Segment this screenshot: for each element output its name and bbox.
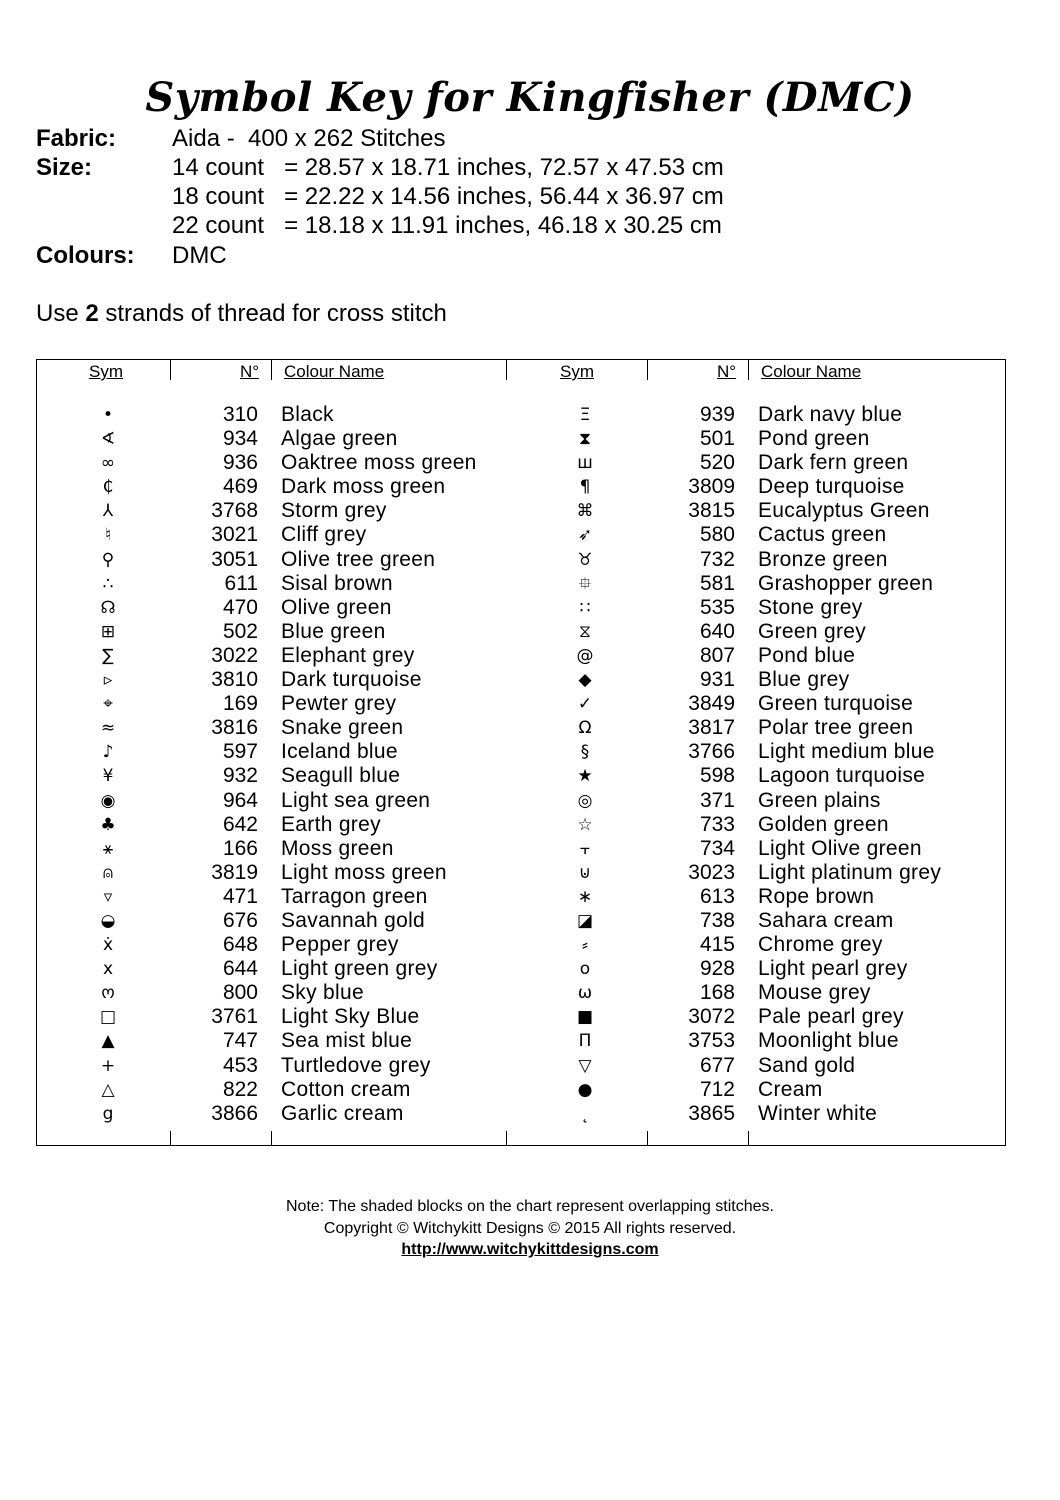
fabric-label: Fabric: bbox=[36, 125, 117, 152]
dmc-number: 598 bbox=[699, 764, 735, 788]
symbol-icon: ✓ bbox=[577, 694, 593, 715]
colour-name: Bronze green bbox=[758, 547, 888, 571]
dmc-number: 581 bbox=[699, 571, 735, 595]
dmc-number: 611 bbox=[224, 571, 258, 595]
table-row bbox=[37, 957, 507, 981]
symbol-icon: ● bbox=[577, 1079, 593, 1100]
dmc-number: 3021 bbox=[211, 523, 258, 547]
symbol-icon: ¥ bbox=[102, 766, 114, 787]
symbol-icon: ◆ bbox=[578, 670, 592, 691]
page-title: Symbol Key for Kingfisher (DMC) bbox=[145, 74, 915, 121]
dmc-number: 934 bbox=[222, 427, 258, 451]
symbol-icon: § bbox=[580, 742, 590, 763]
dmc-number: 3810 bbox=[211, 668, 258, 692]
dmc-number: 747 bbox=[222, 1029, 258, 1053]
symbol-icon: ♪ bbox=[102, 742, 114, 763]
symbol-icon: △ bbox=[101, 1079, 115, 1100]
dmc-number: 501 bbox=[699, 427, 735, 451]
right-column-rows bbox=[514, 403, 1004, 1126]
colour-name: Pewter grey bbox=[281, 692, 397, 716]
table-row bbox=[514, 499, 1004, 523]
dmc-number: 502 bbox=[222, 619, 258, 643]
symbol-icon: ⅄ bbox=[102, 501, 114, 522]
colour-name: Pond blue bbox=[758, 643, 856, 667]
table-row bbox=[514, 933, 1004, 957]
table-row bbox=[514, 427, 1004, 451]
table-row bbox=[37, 451, 507, 475]
colour-name: Sahara cream bbox=[758, 908, 894, 932]
table-row bbox=[514, 1054, 1004, 1078]
table-row bbox=[37, 427, 507, 451]
table-row bbox=[514, 957, 1004, 981]
table-row bbox=[514, 740, 1004, 764]
dmc-number: 3849 bbox=[688, 692, 735, 716]
column-divider bbox=[170, 1131, 171, 1145]
symbol-icon: Ξ bbox=[579, 405, 591, 425]
size-value: 18 count = 22.22 x 14.56 inches, 56.44 x 36.97 cm bbox=[172, 183, 724, 210]
header-number: N° bbox=[240, 362, 260, 381]
column-divider bbox=[271, 360, 272, 380]
dmc-number: 733 bbox=[699, 812, 735, 836]
table-row bbox=[37, 1078, 507, 1102]
table-row bbox=[37, 909, 507, 933]
colour-name: Algae green bbox=[281, 427, 398, 451]
table-row bbox=[514, 548, 1004, 572]
colour-name: Chrome grey bbox=[758, 933, 883, 957]
symbol-icon: ∢ bbox=[100, 429, 116, 450]
dmc-number: 800 bbox=[222, 981, 258, 1005]
symbol-icon: ≈ bbox=[100, 718, 116, 739]
colour-name: Earth grey bbox=[281, 812, 381, 836]
colour-name: Cotton cream bbox=[281, 1077, 411, 1101]
dmc-number: 822 bbox=[222, 1077, 258, 1101]
dmc-number: 597 bbox=[222, 740, 258, 764]
symbol-icon: ■ bbox=[576, 1007, 594, 1028]
dmc-number: 964 bbox=[222, 788, 258, 812]
table-row bbox=[514, 1005, 1004, 1029]
symbol-icon: • bbox=[102, 405, 114, 425]
table-row bbox=[514, 644, 1004, 668]
symbol-icon: ∷ bbox=[579, 597, 591, 618]
table-row bbox=[37, 668, 507, 692]
symbol-icon: x bbox=[102, 959, 114, 980]
website-link[interactable]: http://www.witchykittdesigns.com bbox=[401, 1241, 659, 1258]
colour-name: Pond green bbox=[758, 427, 870, 451]
dmc-number: 3766 bbox=[688, 740, 735, 764]
colour-name: Mouse grey bbox=[758, 981, 871, 1005]
table-row bbox=[37, 403, 507, 427]
colour-name: Sky blue bbox=[281, 981, 364, 1005]
symbol-icon: ω bbox=[577, 983, 593, 1004]
dmc-number: 932 bbox=[222, 764, 258, 788]
symbol-icon: + bbox=[100, 1055, 116, 1076]
colour-name: Light pearl grey bbox=[758, 957, 908, 981]
symbol-icon: ⧖ bbox=[579, 621, 591, 642]
table-row bbox=[37, 1005, 507, 1029]
symbol-icon: ◎ bbox=[577, 790, 593, 811]
symbol-icon: g bbox=[102, 1103, 114, 1124]
table-row bbox=[37, 620, 507, 644]
symbol-icon: ˛ bbox=[580, 1103, 590, 1124]
dmc-number: 3761 bbox=[211, 1005, 258, 1029]
symbol-icon: ⯐ bbox=[578, 573, 592, 594]
colour-name: Light medium blue bbox=[758, 740, 935, 764]
dmc-number: 712 bbox=[699, 1077, 735, 1101]
dmc-number: 580 bbox=[699, 523, 735, 547]
colour-name: Light sea green bbox=[281, 788, 431, 812]
symbol-icon: ¶ bbox=[579, 477, 591, 498]
column-divider bbox=[170, 360, 171, 380]
dmc-number: 3819 bbox=[211, 860, 258, 884]
dmc-number: 169 bbox=[222, 692, 258, 716]
colour-name: Polar tree green bbox=[758, 716, 914, 740]
footer-link-line bbox=[0, 1241, 1060, 1259]
dmc-number: 469 bbox=[222, 475, 258, 499]
table-row bbox=[514, 403, 1004, 427]
colour-name: Cactus green bbox=[758, 523, 887, 547]
symbol-icon: Π bbox=[578, 1031, 592, 1052]
colour-name: Savannah gold bbox=[281, 908, 426, 932]
footer-copyright: Copyright © Witchykitt Designs © 2015 All rights reserved. bbox=[323, 1220, 737, 1237]
table-row bbox=[514, 668, 1004, 692]
dmc-number: 3051 bbox=[211, 547, 258, 571]
symbol-icon: ⊞ bbox=[100, 621, 116, 642]
dmc-number: 3809 bbox=[688, 475, 735, 499]
table-row bbox=[514, 523, 1004, 547]
symbol-icon: ⚲ bbox=[101, 549, 115, 570]
table-row bbox=[514, 596, 1004, 620]
colour-name: Rope brown bbox=[758, 884, 875, 908]
symbol-icon: ➶ bbox=[577, 525, 593, 546]
table-row bbox=[37, 716, 507, 740]
symbol-icon: o bbox=[579, 959, 591, 980]
colour-name: Dark navy blue bbox=[758, 403, 903, 426]
dmc-number: 3022 bbox=[211, 643, 258, 667]
table-row bbox=[37, 981, 507, 1005]
table-row bbox=[514, 789, 1004, 813]
symbol-icon: ∗ bbox=[577, 886, 593, 907]
table-row bbox=[37, 548, 507, 572]
table-row bbox=[514, 764, 1004, 788]
dmc-number: 3815 bbox=[688, 499, 735, 523]
symbol-icon: ♮ bbox=[104, 525, 112, 546]
header-sym: Sym bbox=[560, 362, 594, 381]
colour-name: Grashopper green bbox=[758, 571, 934, 595]
symbol-icon: ⌖ bbox=[103, 694, 113, 715]
table-row bbox=[37, 572, 507, 596]
symbol-icon: ◪ bbox=[576, 910, 594, 931]
strands-suffix: strands of thread for cross stitch bbox=[98, 300, 447, 327]
footer-note: Note: The shaded blocks on the chart represent overlapping stitches. bbox=[286, 1198, 774, 1215]
colour-name: Pepper grey bbox=[281, 933, 399, 957]
table-row bbox=[37, 499, 507, 523]
column-divider bbox=[647, 1131, 648, 1145]
dmc-number: 732 bbox=[699, 547, 735, 571]
dmc-number: 3817 bbox=[688, 716, 735, 740]
symbol-icon: ∞ bbox=[100, 453, 116, 474]
table-row bbox=[37, 813, 507, 837]
dmc-number: 677 bbox=[699, 1053, 735, 1077]
colour-name: Green grey bbox=[758, 619, 867, 643]
dmc-number: 453 bbox=[222, 1053, 258, 1077]
colour-name: Blue green bbox=[281, 619, 386, 643]
table-row bbox=[37, 789, 507, 813]
colour-name: Stone grey bbox=[758, 595, 863, 619]
table-row bbox=[514, 451, 1004, 475]
table-row bbox=[37, 837, 507, 861]
colour-name: Garlic cream bbox=[281, 1101, 404, 1125]
colour-name: Green plains bbox=[758, 788, 881, 812]
symbol-icon: ⍝ bbox=[102, 862, 114, 883]
symbol-icon: ⫟ bbox=[579, 838, 591, 859]
colour-name: Sea mist blue bbox=[281, 1029, 413, 1053]
symbol-icon: ☊ bbox=[100, 597, 116, 618]
table-row bbox=[37, 475, 507, 499]
symbol-key-table bbox=[36, 359, 1006, 1146]
colours-label: Colours: bbox=[36, 242, 135, 269]
colour-name: Pale pearl grey bbox=[758, 1005, 904, 1029]
column-divider bbox=[748, 1131, 749, 1145]
colour-name: Seagull blue bbox=[281, 764, 401, 788]
table-row bbox=[514, 813, 1004, 837]
table-row bbox=[37, 885, 507, 909]
symbol-icon: ◒ bbox=[100, 910, 116, 931]
dmc-number: 613 bbox=[699, 884, 735, 908]
colour-name: Dark turquoise bbox=[281, 668, 422, 692]
dmc-number: 644 bbox=[222, 957, 258, 981]
strands-count: 2 bbox=[85, 300, 99, 327]
dmc-number: 471 bbox=[222, 884, 258, 908]
dmc-number: 939 bbox=[699, 403, 735, 426]
column-divider bbox=[506, 360, 507, 380]
dmc-number: 415 bbox=[699, 933, 735, 957]
symbol-icon: ⊍ bbox=[578, 862, 592, 883]
symbol-icon: □ bbox=[99, 1007, 117, 1028]
table-row bbox=[37, 1102, 507, 1126]
colour-name: Eucalyptus Green bbox=[758, 499, 930, 523]
table-row bbox=[514, 572, 1004, 596]
left-column-rows bbox=[37, 403, 507, 1126]
table-row bbox=[37, 644, 507, 668]
colour-name: Iceland blue bbox=[281, 740, 398, 764]
colour-name: Oaktree moss green bbox=[281, 451, 477, 475]
dmc-number: 734 bbox=[699, 836, 735, 860]
table-row bbox=[37, 1054, 507, 1078]
colour-name: Lagoon turquoise bbox=[758, 764, 926, 788]
dmc-number: 648 bbox=[222, 933, 258, 957]
symbol-icon: ẋ bbox=[102, 935, 114, 956]
symbol-icon: ♉ bbox=[577, 549, 593, 570]
symbol-icon: ო bbox=[101, 983, 115, 1004]
colour-name: Deep turquoise bbox=[758, 475, 905, 499]
dmc-number: 470 bbox=[222, 595, 258, 619]
dmc-number: 3866 bbox=[211, 1101, 258, 1125]
symbol-icon: ▿ bbox=[103, 886, 113, 907]
header-colour-name: Colour Name bbox=[284, 362, 385, 381]
dmc-number: 520 bbox=[699, 451, 735, 475]
colour-name: Tarragon green bbox=[281, 884, 428, 908]
table-row bbox=[37, 692, 507, 716]
colour-name: Sisal brown bbox=[281, 571, 393, 595]
symbol-icon: Ω bbox=[578, 718, 592, 739]
symbol-icon: ▽ bbox=[578, 1055, 592, 1076]
table-row bbox=[514, 1029, 1004, 1053]
colours-value: DMC bbox=[172, 242, 227, 269]
symbol-icon: ⚹ bbox=[102, 838, 114, 859]
symbol-icon: ☆ bbox=[577, 814, 593, 835]
dmc-number: 640 bbox=[699, 619, 735, 643]
column-divider bbox=[506, 1131, 507, 1145]
colour-name: Blue grey bbox=[758, 668, 850, 692]
header-colour-name: Colour Name bbox=[761, 362, 862, 381]
colour-name: Light Olive green bbox=[758, 836, 922, 860]
table-row bbox=[37, 523, 507, 547]
symbol-icon: ∑ bbox=[102, 645, 114, 666]
table-row bbox=[514, 475, 1004, 499]
symbol-icon: ★ bbox=[577, 766, 593, 787]
table-row bbox=[514, 692, 1004, 716]
colour-name: Cream bbox=[758, 1077, 823, 1101]
table-row bbox=[514, 1078, 1004, 1102]
colour-name: Light green grey bbox=[281, 957, 438, 981]
table-row bbox=[514, 885, 1004, 909]
dmc-number: 3768 bbox=[211, 499, 258, 523]
symbol-icon: ⸗ bbox=[582, 935, 588, 956]
size-value: 14 count = 28.57 x 18.71 inches, 72.57 x 47.53 cm bbox=[172, 154, 724, 181]
dmc-number: 3072 bbox=[688, 1005, 735, 1029]
table-row bbox=[514, 1102, 1004, 1126]
colour-name: Light Sky Blue bbox=[281, 1005, 420, 1029]
colour-name: Snake green bbox=[281, 716, 404, 740]
colour-name: Turtledove grey bbox=[281, 1053, 431, 1077]
table-row bbox=[37, 1029, 507, 1053]
dmc-number: 936 bbox=[222, 451, 258, 475]
dmc-number: 3816 bbox=[211, 716, 258, 740]
dmc-number: 371 bbox=[699, 788, 735, 812]
symbol-icon: @ bbox=[576, 645, 594, 666]
table-row bbox=[514, 909, 1004, 933]
dmc-number: 3753 bbox=[688, 1029, 735, 1053]
table-row bbox=[514, 837, 1004, 861]
strands-instruction bbox=[36, 300, 447, 328]
table-row bbox=[514, 981, 1004, 1005]
dmc-number: 676 bbox=[222, 908, 258, 932]
dmc-number: 168 bbox=[699, 981, 735, 1005]
colour-name: Green turquoise bbox=[758, 692, 914, 716]
colour-name: Dark moss green bbox=[281, 475, 446, 499]
size-label: Size: bbox=[36, 154, 93, 181]
colour-name: Cliff grey bbox=[281, 523, 367, 547]
symbol-icon: ▲ bbox=[101, 1031, 115, 1052]
dmc-number: 310 bbox=[222, 403, 258, 426]
symbol-icon: ⧗ bbox=[579, 429, 591, 450]
colour-name: Elephant grey bbox=[281, 643, 415, 667]
table-row bbox=[514, 861, 1004, 885]
colour-name: Golden green bbox=[758, 812, 889, 836]
column-divider bbox=[647, 360, 648, 380]
colour-name: Light moss green bbox=[281, 860, 447, 884]
dmc-number: 928 bbox=[699, 957, 735, 981]
colour-name: Sand gold bbox=[758, 1053, 856, 1077]
colour-name: Moonlight blue bbox=[758, 1029, 899, 1053]
table-row bbox=[514, 716, 1004, 740]
table-row bbox=[37, 933, 507, 957]
symbol-icon: ш bbox=[577, 453, 593, 474]
colour-name: Dark fern green bbox=[758, 451, 909, 475]
table-row bbox=[37, 764, 507, 788]
symbol-icon: ⌘ bbox=[576, 501, 594, 522]
colour-name: Winter white bbox=[758, 1101, 878, 1125]
symbol-icon: ◉ bbox=[100, 790, 116, 811]
size-value: 22 count = 18.18 x 11.91 inches, 46.18 x 30.25 cm bbox=[172, 212, 722, 239]
dmc-number: 535 bbox=[699, 595, 735, 619]
colour-name: Light platinum grey bbox=[758, 860, 942, 884]
table-row bbox=[37, 861, 507, 885]
colour-name: Storm grey bbox=[281, 499, 387, 523]
colour-name: Olive tree green bbox=[281, 547, 436, 571]
table-row bbox=[514, 620, 1004, 644]
dmc-number: 3023 bbox=[688, 860, 735, 884]
column-divider bbox=[748, 360, 749, 380]
fabric-value: Aida - 400 x 262 Stitches bbox=[172, 125, 446, 152]
dmc-number: 931 bbox=[699, 668, 735, 692]
dmc-number: 738 bbox=[699, 908, 735, 932]
colour-name: Olive green bbox=[281, 595, 392, 619]
colour-name: Moss green bbox=[281, 836, 394, 860]
symbol-icon: ♣ bbox=[100, 814, 116, 835]
strands-prefix: Use bbox=[36, 300, 86, 327]
dmc-number: 642 bbox=[222, 812, 258, 836]
header-sym: Sym bbox=[89, 362, 123, 381]
symbol-icon: ₵ bbox=[102, 477, 114, 498]
table-row bbox=[37, 740, 507, 764]
table-row bbox=[37, 596, 507, 620]
dmc-number: 3865 bbox=[688, 1101, 735, 1125]
dmc-number: 166 bbox=[222, 836, 258, 860]
symbol-icon: ∴ bbox=[102, 573, 114, 594]
symbol-icon: ▹ bbox=[103, 670, 113, 691]
header-number: N° bbox=[717, 362, 737, 381]
colour-name: Black bbox=[281, 403, 334, 426]
dmc-number: 807 bbox=[699, 643, 735, 667]
column-divider bbox=[271, 1131, 272, 1145]
